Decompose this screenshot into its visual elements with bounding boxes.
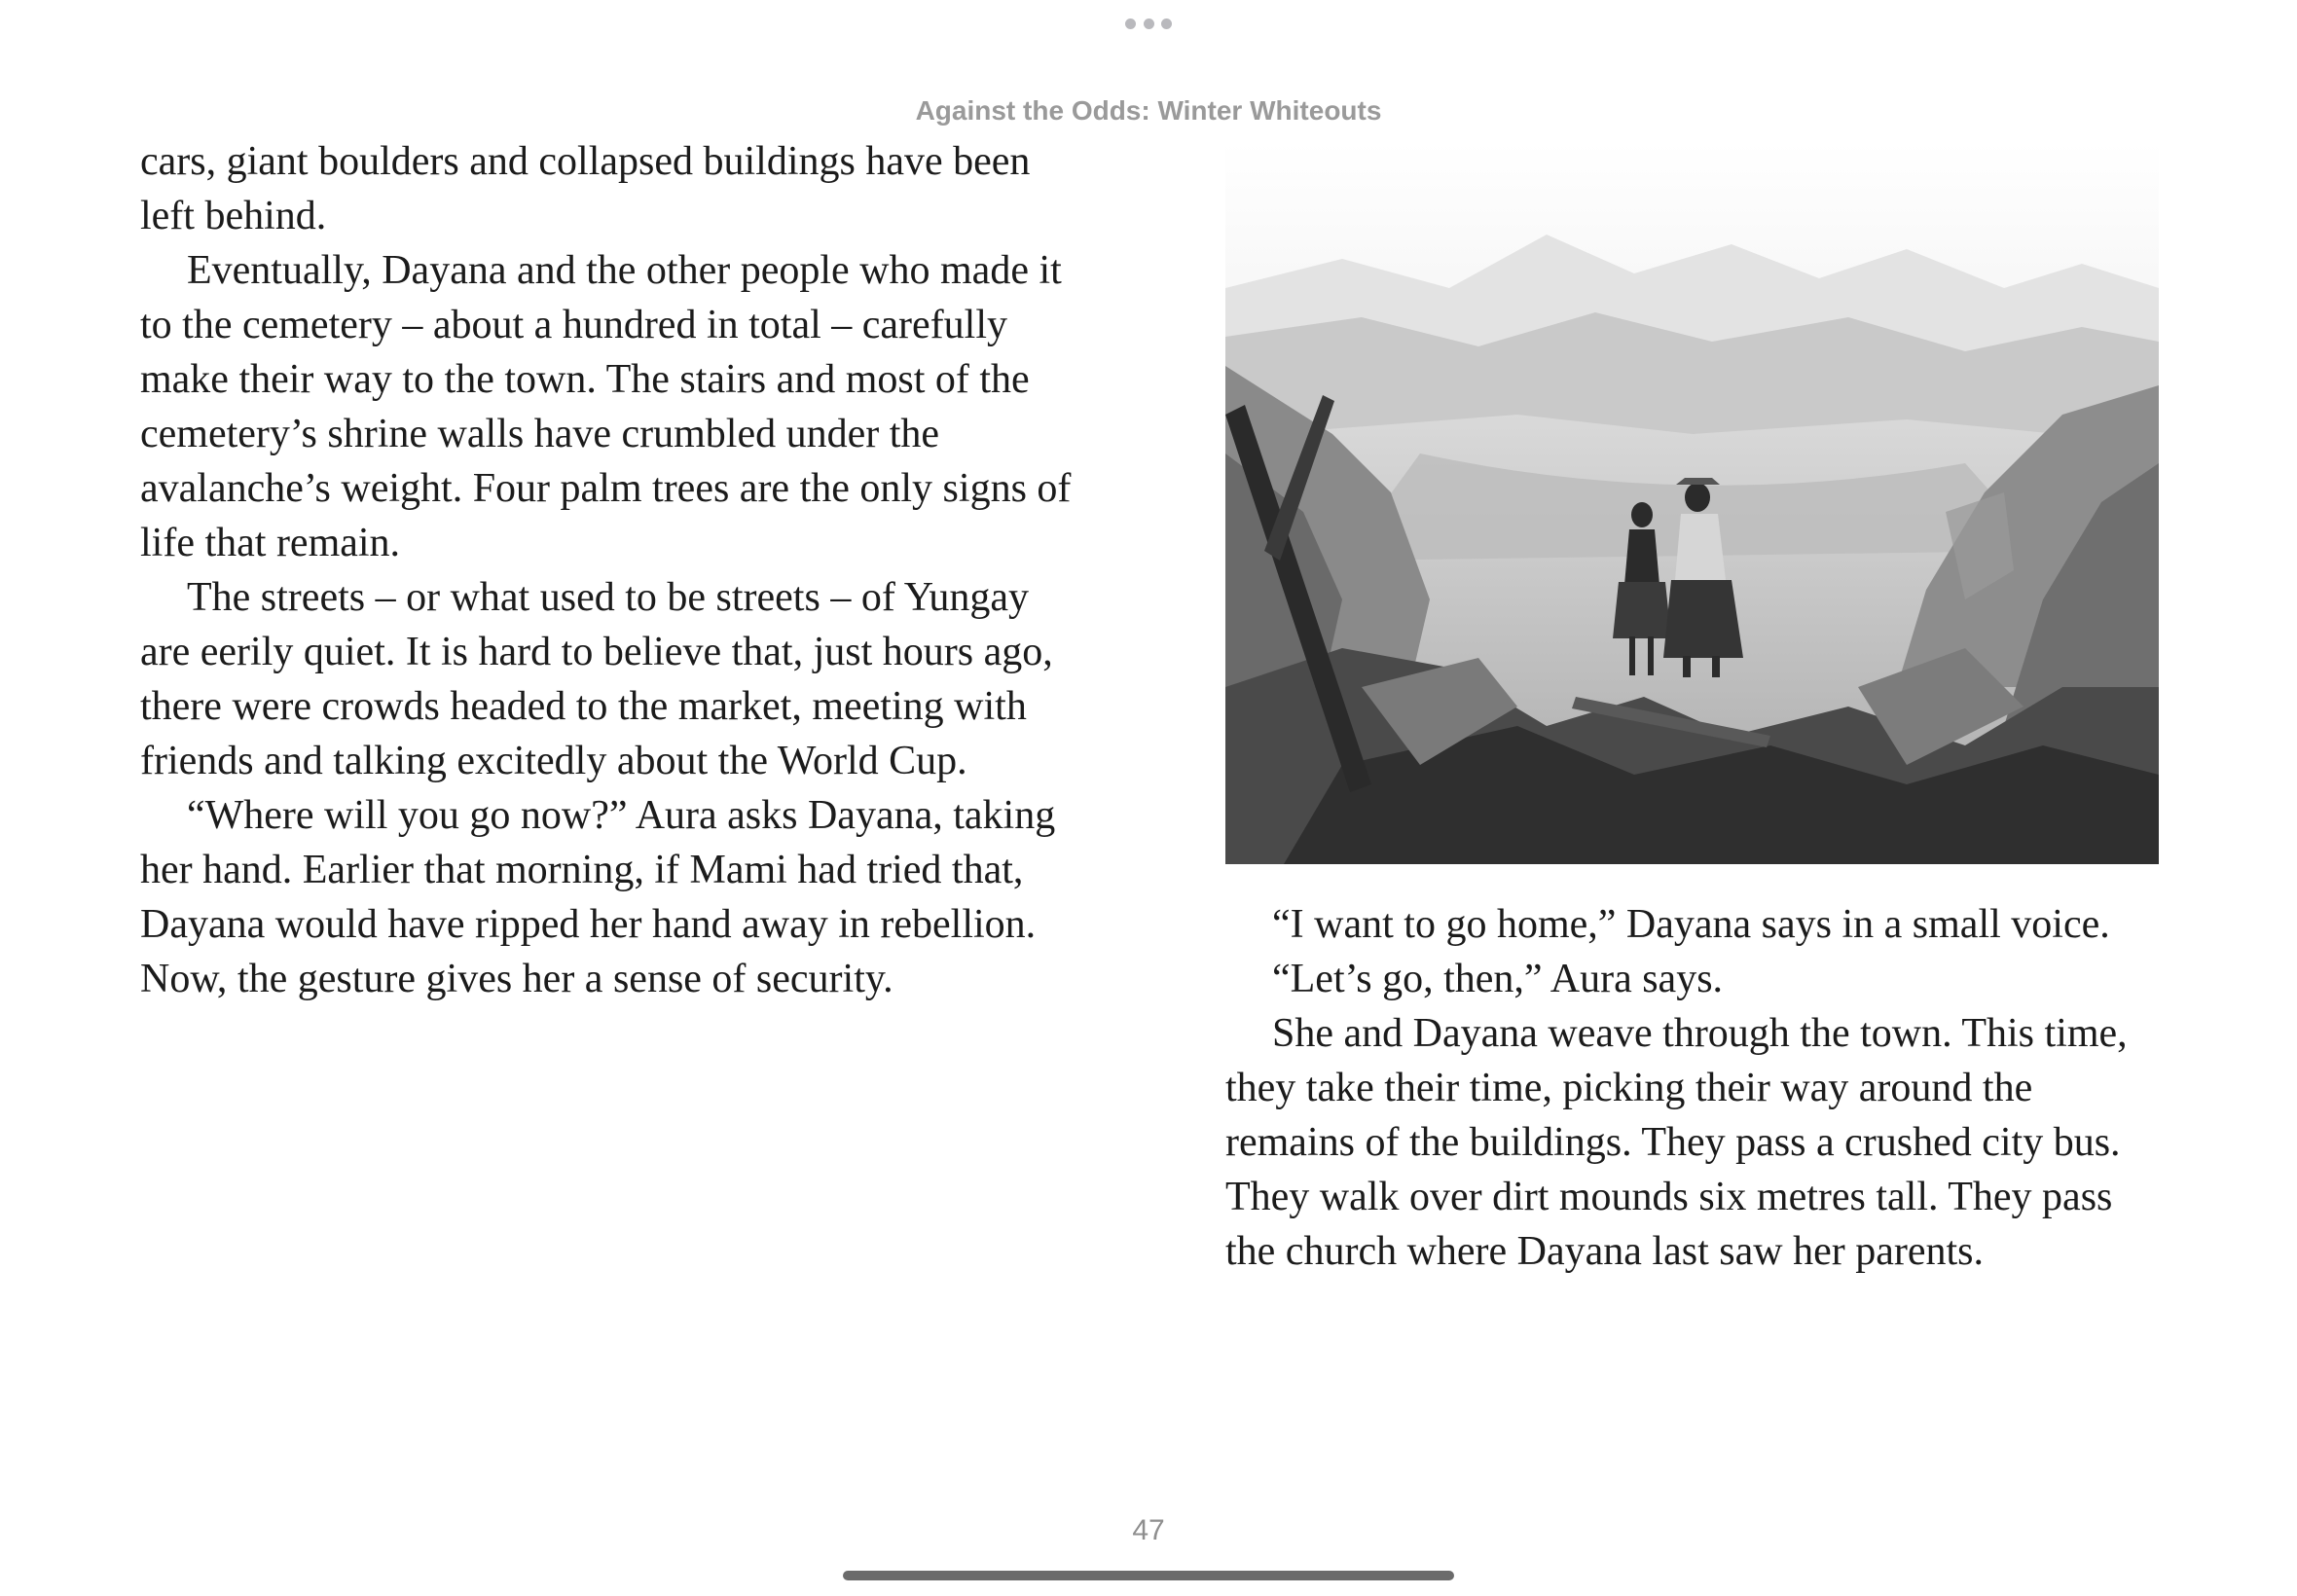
paragraph: “I want to go home,” Dayana says in a small voice.	[1272, 902, 2110, 947]
left-page-text	[140, 134, 1075, 1006]
paragraph: “Where will you go now?” Aura asks Dayana, taking her hand. Earlier that morning, if Mami had tried that, Dayana would have ripped her hand away in rebellion. Now, the gesture gives her a sense of security.	[140, 793, 1056, 1001]
paragraph: Eventually, Dayana and the other people who made it to the cemetery – about a hundred in total – carefully make their way to the town. The stairs and most of the cemetery’s shrine walls have crumbled under the avalanche’s weight. Four palm trees are the only signs of life that remain.	[140, 248, 1072, 565]
multitasking-dots-icon[interactable]	[1125, 16, 1172, 31]
right-page-text	[1225, 897, 2160, 1279]
book-title: Against the Odds: Winter Whiteouts	[915, 95, 1382, 126]
paragraph: The streets – or what used to be streets – of Yungay are eerily quiet. It is hard to believe that, just hours ago, there were crowds headed to the market, meeting with friends and talking excitedly about the World Cup.	[140, 575, 1053, 783]
paragraph: “Let’s go, then,” Aura says.	[1272, 957, 1724, 1001]
paragraph: cars, giant boulders and collapsed buildings have been left behind.	[140, 139, 1031, 238]
home-indicator-bar[interactable]	[843, 1571, 1454, 1580]
paragraph: She and Dayana weave through the town. This time, they take their time, picking their way around the remains of the buildings. They pass a crushed city bus. They walk over dirt mounds six metres tall. They pass the church where Dayana last saw her parents.	[1225, 1011, 2128, 1274]
page-number: 47	[1132, 1514, 1165, 1546]
chapter-illustration	[1225, 142, 2159, 864]
